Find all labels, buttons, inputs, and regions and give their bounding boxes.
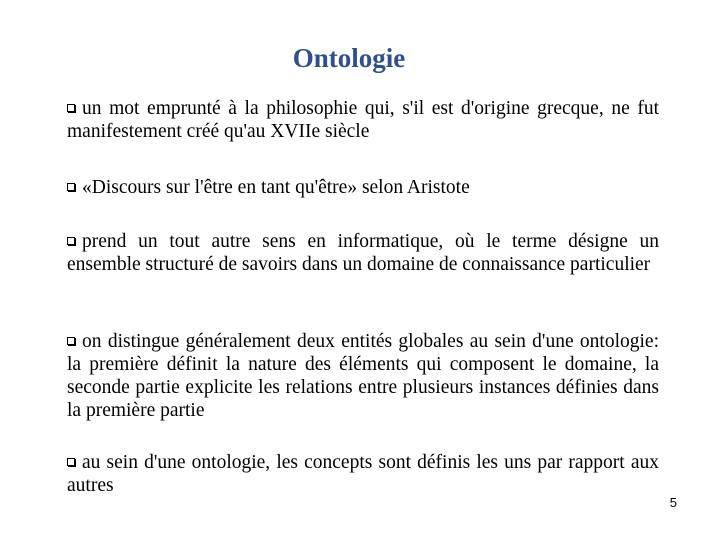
bullet-item [67,451,659,497]
bullet-text: prend un tout autre sens en informatique, où le terme désigne un ensemble structuré de savoirs dans un domaine de connaissance particulier [67,231,659,275]
square-bullet-icon [67,237,75,245]
bullet-text: au sein d'une ontologie, les concepts sont définis les uns par rapport aux autres [67,452,659,496]
square-bullet-icon [67,104,75,112]
bullet-text: on distingue généralement deux entités globales au sein d'une ontologie: la première définit la nature des éléments qui composent le domaine, la seconde partie explicite les relations entre plusieurs instances définies dans la première partie [67,331,659,421]
page-number: 5 [669,495,677,510]
square-bullet-icon [67,337,75,345]
bullet-item [67,97,659,143]
square-bullet-icon [67,458,75,466]
slide-title: Ontologie [292,43,406,73]
bullet-item [67,176,659,199]
bullet-item [67,230,659,276]
square-bullet-icon [67,183,75,191]
bullet-text: un mot emprunté à la philosophie qui, s'il est d'origine grecque, ne fut manifestement créé qu'au XVIIe siècle [67,98,659,142]
bullet-text: «Discours sur l'être en tant qu'être» selon Aristote [82,177,470,198]
bullet-item [67,330,659,422]
